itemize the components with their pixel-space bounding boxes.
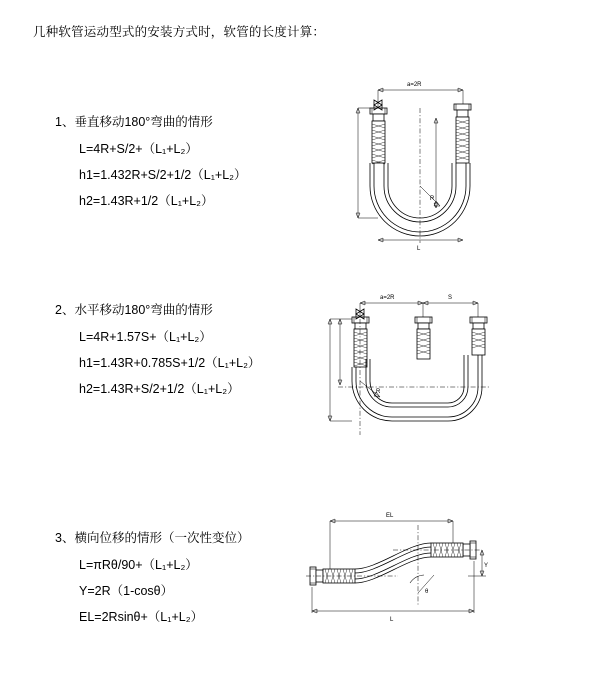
horizontal-180-bend-diagram: [318, 285, 498, 445]
section-1-formula-3: h2=1.43R+1/2（L₁+L₂）: [79, 194, 214, 208]
section-3-formula-1: L=πRθ/90+（L₁+L₂）: [79, 558, 198, 572]
section-1-text: [55, 112, 247, 217]
dim-label-l-2: L: [390, 617, 394, 623]
dim-label-el: EL: [386, 513, 394, 519]
radius-label-r: R: [430, 196, 435, 202]
dim-label-l: L: [417, 246, 421, 252]
dim-label-a2r-2: a=2R: [380, 295, 395, 301]
dim-label-s: S: [448, 295, 453, 301]
section-1-formula-2: h1=1.432R+S/2+1/2（L₁+L₂）: [79, 168, 247, 182]
section-1-formula-1: L=4R+S/2+（L₁+L₂）: [79, 142, 198, 156]
section-2-text: [55, 300, 260, 405]
angle-label-theta: θ: [425, 589, 429, 595]
section-2-formula-3: h2=1.43R+S/2+1/2（L₁+L₂）: [79, 382, 240, 396]
vertical-180-bend-diagram: [318, 68, 488, 258]
radius-label-r-2: R: [376, 389, 381, 395]
dim-label-a2r: a=2R: [407, 82, 422, 88]
section-3-text: [55, 528, 249, 633]
section-3-formula-3: EL=2Rsinθ+（L₁+L₂）: [79, 610, 204, 624]
section-2-formula-1: L=4R+1.57S+（L₁+L₂）: [79, 330, 212, 344]
lateral-offset-diagram: [298, 505, 488, 635]
section-2-title: 2、水平移动180°弯曲的情形: [55, 303, 213, 317]
dim-label-y: Y: [484, 563, 488, 569]
section-2-formula-2: h1=1.43R+0.785S+1/2（L₁+L₂）: [79, 356, 261, 370]
page-title: 几种软管运动型式的安装方式时，软管的长度计算：: [33, 25, 326, 39]
section-3-title: 3、横向位移的情形（一次性变位）: [55, 531, 250, 545]
section-3-formula-2: Y=2R（1-cosθ）: [79, 584, 174, 598]
section-1-title: 1、垂直移动180°弯曲的情形: [55, 115, 213, 129]
